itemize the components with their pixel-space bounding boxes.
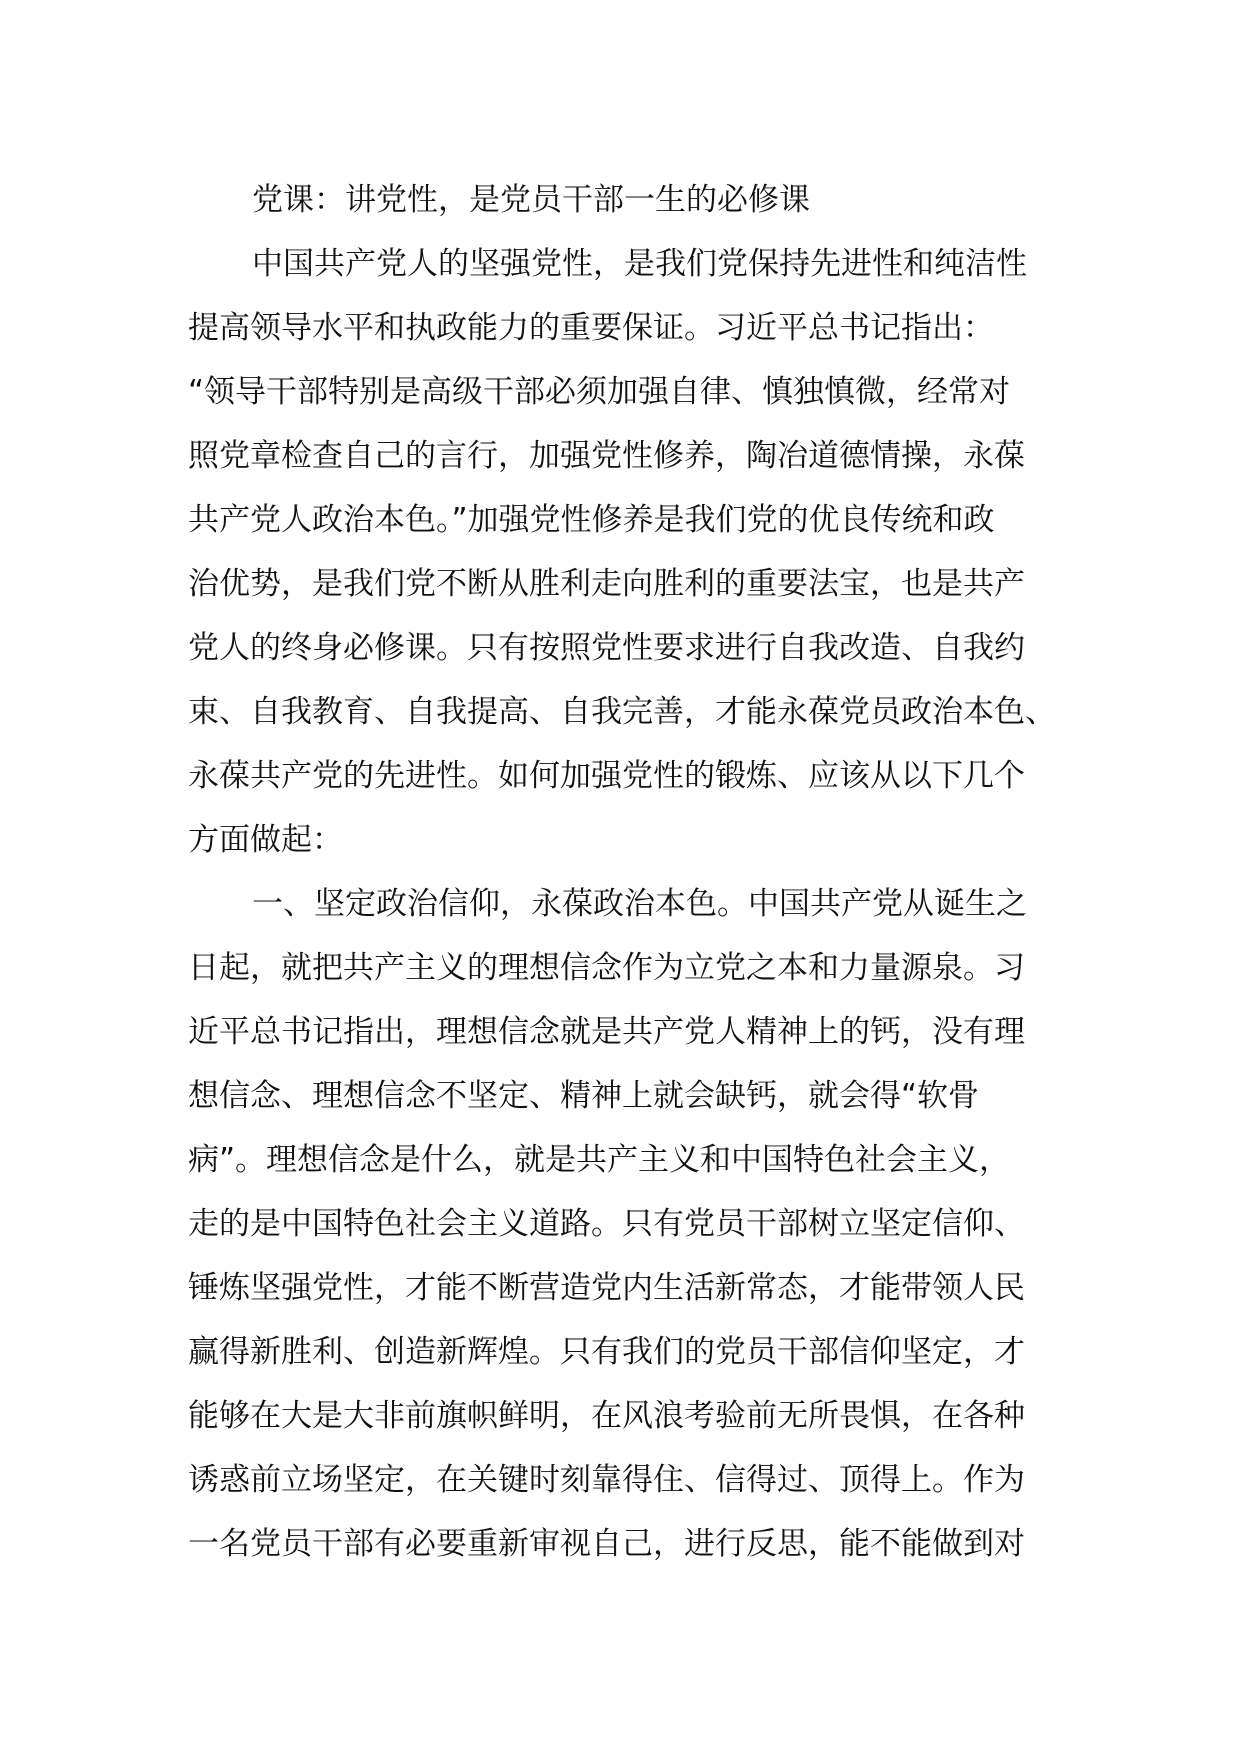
paragraph-line: 近平总书记指出，理想信念就是共产党人精神上的钙，没有理 [188,1014,1025,1050]
paragraph-line: 方面做起： [188,822,343,858]
paragraph-line: 想信念、理想信念不坚定、精神上就会缺钙，就会得“软骨 [188,1078,980,1114]
paragraph-line: 日起，就把共产主义的理想信念作为立党之本和力量源泉。习 [188,950,1025,986]
document-title: 党课：讲党性，是党员干部一生的必修课 [252,182,810,218]
paragraph-line: 一名党员干部有必要重新审视自己，进行反思，能不能做到对 [188,1526,1025,1562]
paragraph-line: 赢得新胜利、创造新辉煌。只有我们的党员干部信仰坚定，才 [188,1334,1025,1370]
paragraph-line: 锤炼坚强党性，才能不断营造党内生活新常态，才能带领人民 [188,1270,1025,1306]
paragraph-line: 走的是中国特色社会主义道路。只有党员干部树立坚定信仰、 [188,1206,1025,1242]
paragraph-line: 一、坚定政治信仰，永葆政治本色。中国共产党从诞生之 [252,886,1027,922]
paragraph-line: “领导干部特别是高级干部必须加强自律、慎独慎微，经常对 [188,374,1011,410]
paragraph-line: 诱惑前立场坚定，在关键时刻靠得住、信得过、顶得上。作为 [188,1462,1025,1498]
paragraph-line: 共产党人政治本色。”加强党性修养是我们党的优良传统和政 [188,502,995,538]
paragraph-1 [188,232,1058,872]
document-body [188,168,1058,1576]
paragraph-line: 照党章检查自己的言行，加强党性修养，陶冶道德情操，永葆 [188,438,1025,474]
paragraph-line: 束、自我教育、自我提高、自我完善，才能永葆党员政治本色、 [188,694,1056,730]
paragraph-line: 中国共产党人的坚强党性，是我们党保持先进性和纯洁性 [252,246,1027,282]
paragraph-line: 病”。理想信念是什么，就是共产主义和中国特色社会主义， [188,1142,1011,1178]
paragraph-line: 提高领导水平和执政能力的重要保证。习近平总书记指出： [188,310,994,346]
paragraph-line: 党人的终身必修课。只有按照党性要求进行自我改造、自我约 [188,630,1025,666]
paragraph-line: 治优势，是我们党不断从胜利走向胜利的重要法宝，也是共产 [188,566,1025,602]
paragraph-line: 永葆共产党的先进性。如何加强党性的锻炼、应该从以下几个 [188,758,1025,794]
paragraph-2 [188,872,1058,1576]
paragraph-line: 能够在大是大非前旗帜鲜明，在风浪考验前无所畏惧，在各种 [188,1398,1025,1434]
